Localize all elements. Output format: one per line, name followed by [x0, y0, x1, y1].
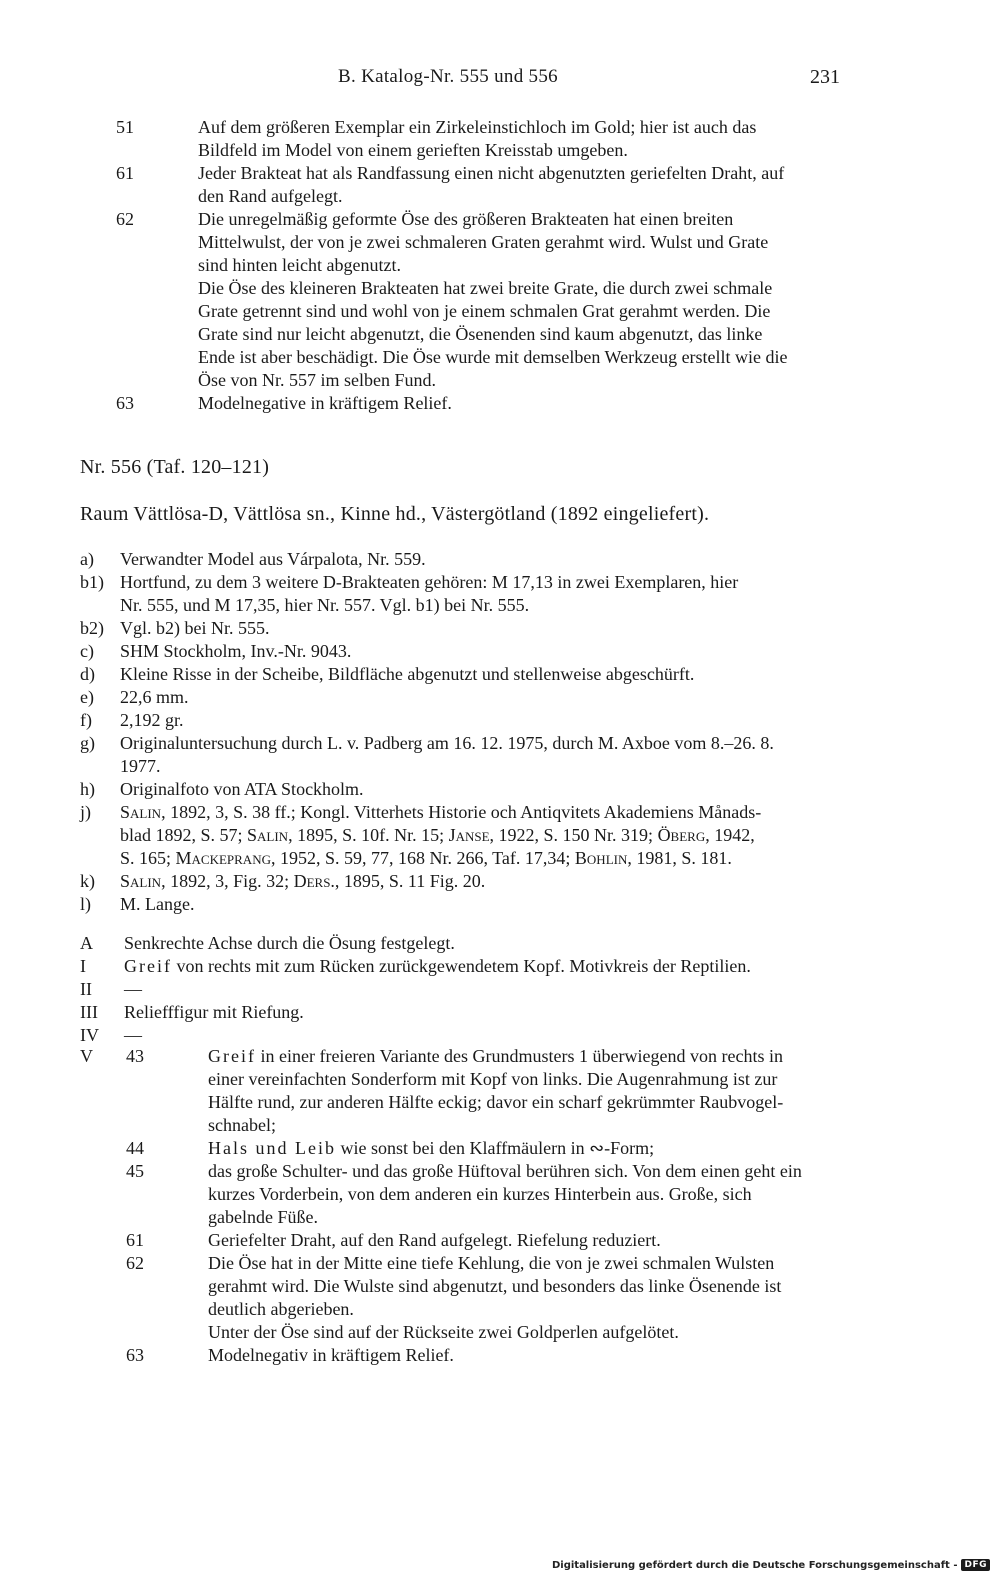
entry-text-line: Auf dem größeren Exemplar ein Zirkeleinstichloch im Gold; hier ist auch das	[198, 117, 757, 137]
entry-text-line: —	[124, 1025, 142, 1045]
entry-text-line: Grate getrennt sind und wohl von je einem schmalen Grat gerahmt werden. Die	[198, 301, 771, 321]
entry-text-line: Die Öse hat in der Mitte eine tiefe Kehlung, die von je zwei schmalen Wulsten	[208, 1253, 775, 1273]
entry-text-line: Modelnegativ in kräftigem Relief.	[208, 1345, 454, 1365]
entry-key: A	[80, 933, 93, 953]
entry-text-line: das große Schulter- und das große Hüftoval berühren sich. Von dem einen geht ein	[208, 1161, 802, 1181]
entry-key: III	[80, 1002, 98, 1022]
entry-key: h)	[80, 779, 95, 799]
entry-text-line: Die unregelmäßig geformte Öse des größeren Brakteaten hat einen breiten	[198, 209, 734, 229]
entry-key: k)	[80, 871, 95, 891]
entry-key: f)	[80, 710, 92, 730]
entry-key: II	[80, 979, 92, 999]
entry-text-line: sind hinten leicht abgenutzt.	[198, 255, 401, 275]
entry-location: Raum Vättlösa-D, Vättlösa sn., Kinne hd., Västergötland (1892 eingeliefert).	[80, 503, 710, 525]
entry-text-line: den Rand aufgelegt.	[198, 186, 343, 206]
entry-key: e)	[80, 687, 94, 707]
entry-text-line: Kleine Risse in der Scheibe, Bildfläche abgenutzt und stellenweise abgeschürft.	[120, 664, 695, 684]
entry-text-line: Nr. 555, und M 17,35, hier Nr. 557. Vgl. b1) bei Nr. 555.	[120, 595, 530, 615]
entry-key: d)	[80, 664, 95, 684]
entry-number: 43	[126, 1046, 144, 1066]
entry-text-line: Jeder Brakteat hat als Randfassung einen nicht abgenutzten geriefelten Draht, auf	[198, 163, 785, 183]
entry-text-line: Modelnegative in kräftigem Relief.	[198, 393, 452, 413]
entry-text-line: gerahmt wird. Die Wulste sind abgenutzt, und besonders das linke Ösenende ist	[208, 1276, 782, 1296]
entry-key: j)	[80, 802, 91, 822]
entry-text-line: M. Lange.	[120, 894, 195, 914]
entry-text-line: Vgl. b2) bei Nr. 555.	[120, 618, 270, 638]
entry-key: c)	[80, 641, 94, 661]
entry-text-line: einer vereinfachten Sonderform mit Kopf von links. Die Augenrahmung ist zur	[208, 1069, 778, 1089]
header-title: B. Katalog-Nr. 555 und 556	[338, 66, 558, 87]
entry-text-line: Originalfoto von ATA Stockholm.	[120, 779, 364, 799]
entry-text-line: Öse von Nr. 557 im selben Fund.	[198, 370, 436, 390]
entry-number: 63	[126, 1345, 144, 1365]
entry-number: 62	[126, 1253, 144, 1273]
entry-key: l)	[80, 894, 91, 914]
entry-text-line: Geriefelter Draht, auf den Rand aufgelegt. Riefelung reduziert.	[208, 1230, 661, 1250]
entry-text-line: Grate sind nur leicht abgenutzt, die Ösenenden sind kaum abgenutzt, das linke	[198, 324, 763, 344]
entry-text-line: Verwandter Model aus Várpalota, Nr. 559.	[120, 549, 426, 569]
entry-text-line: gabelnde Füße.	[208, 1207, 318, 1227]
entry-key: b1)	[80, 572, 104, 592]
entry-number: 62	[116, 209, 134, 229]
entry-number: 61	[116, 163, 134, 183]
entry-text-line: deutlich abgerieben.	[208, 1299, 354, 1319]
entry-text-line: Salin, 1892, 3, Fig. 32; Ders., 1895, S. 11 Fig. 20.	[120, 871, 486, 891]
entry-text-line: schnabel;	[208, 1115, 276, 1135]
entry-text-line: Greif von rechts mit zum Rücken zurückgewendetem Kopf. Motivkreis der Reptilien.	[124, 956, 751, 976]
entry-text-line: Hals und Leib wie sonst bei den Klaffmäulern in ∾-Form;	[208, 1138, 655, 1158]
entry-key: IV	[80, 1025, 99, 1045]
entry-text-line: S. 165; Mackeprang, 1952, S. 59, 77, 168 Nr. 266, Taf. 17,34; Bohlin, 1981, S. 181.	[120, 848, 732, 868]
entry-text-line: Die Öse des kleineren Brakteaten hat zwei breite Grate, die durch zwei schmale	[198, 278, 773, 298]
credit-text: Digitalisierung gefördert durch die Deutsche Forschungsgemeinschaft -	[551, 1559, 958, 1571]
entry-text-line: kurzes Vorderbein, von dem anderen ein kurzes Hinterbein aus. Große, sich	[208, 1184, 752, 1204]
running-header	[80, 66, 840, 98]
entry-key: I	[80, 956, 86, 976]
entry-text-line: Greif in einer freieren Variante des Grundmusters 1 überwiegend von rechts in	[208, 1046, 783, 1066]
entry-text-line: 22,6 mm.	[120, 687, 189, 707]
entry-text-line: 1977.	[120, 756, 161, 776]
entry-text-line: Ende ist aber beschädigt. Die Öse wurde mit demselben Werkzeug erstellt wie die	[198, 347, 788, 367]
entry-text-line: Senkrechte Achse durch die Ösung festgelegt.	[124, 933, 455, 953]
entry-key: b2)	[80, 618, 104, 638]
entry-number: 61	[126, 1230, 144, 1250]
entry-text-line: Bildfeld im Model von einem gerieften Kreisstab umgeben.	[198, 140, 628, 160]
entry-key: g)	[80, 733, 95, 753]
entry-text-line: Originaluntersuchung durch L. v. Padberg am 16. 12. 1975, durch M. Axboe vom 8.–26. 8.	[120, 733, 774, 753]
entry-text-line: SHM Stockholm, Inv.-Nr. 9043.	[120, 641, 352, 661]
digitization-credit	[552, 1559, 990, 1571]
entry-text-line: Hortfund, zu dem 3 weitere D-Brakteaten gehören: M 17,13 in zwei Exemplaren, hier	[120, 572, 739, 592]
entry-heading: Nr. 556 (Taf. 120–121)	[80, 456, 270, 478]
entry-text-line: Reliefffigur mit Riefung.	[124, 1002, 304, 1022]
entry-key: a)	[80, 549, 94, 569]
entry-number: 51	[116, 117, 134, 137]
entry-number: 44	[126, 1138, 144, 1158]
entry-number: 63	[116, 393, 134, 413]
entry-text-line: 2,192 gr.	[120, 710, 184, 730]
entry-text-line: Hälfte rund, zur anderen Hälfte eckig; davor ein scharf gekrümmter Raubvogel-	[208, 1092, 784, 1112]
entry-text-line: Salin, 1892, 3, S. 38 ff.; Kongl. Vitterhets Historie och Antiqvitets Akademiens Månads-	[120, 802, 762, 822]
entry-text-line: blad 1892, S. 57; Salin, 1895, S. 10f. Nr. 15; Janse, 1922, S. 150 Nr. 319; Öberg, 1942,	[120, 825, 755, 845]
entry-text-line: Unter der Öse sind auf der Rückseite zwei Goldperlen aufgelötet.	[208, 1322, 679, 1342]
entry-number: 45	[126, 1161, 144, 1181]
entry-text-line: —	[124, 979, 142, 999]
dfg-logo: DFG	[961, 1559, 990, 1571]
page-number: 231	[810, 66, 840, 88]
entry-key: V	[80, 1046, 93, 1066]
entry-text-line: Mittelwulst, der von je zwei schmaleren Graten gerahmt wird. Wulst und Grate	[198, 232, 769, 252]
